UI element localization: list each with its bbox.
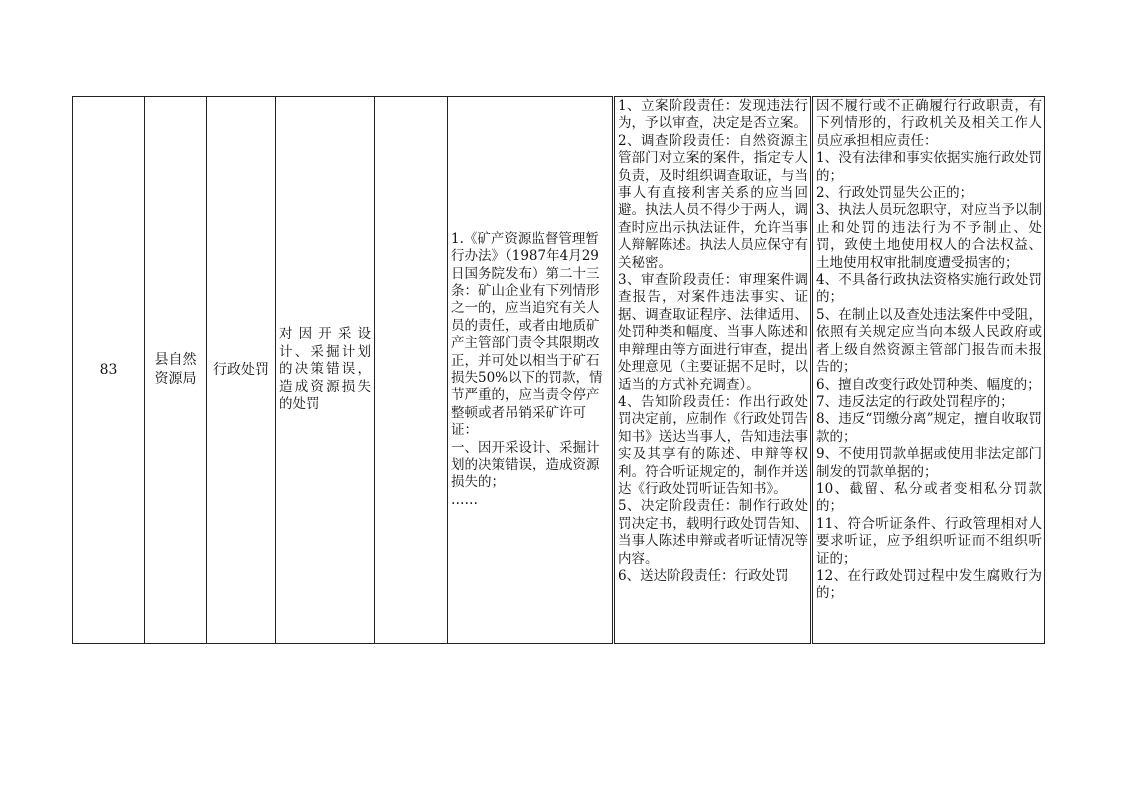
sub-item-cell [375, 97, 448, 644]
table-row [73, 97, 1045, 644]
responsibility-cell [614, 97, 812, 644]
category-cell: 行政处罚 [207, 97, 276, 644]
legal-basis-cell [448, 97, 614, 644]
responsibility-text: 1、立案阶段责任：发现违法行为，予以审查，决定是否立案。 2、调查阶段责任：自然资源主管部门对立案的案件，指定专人负责，及时组织调查取证，与当事人有直接利害关系的应当回避。执法人员不得少于两人，调查时应出示执法证件，允许当事人辩解陈述。执法人员应保守有关秘密。 3、审查阶段责任：审理案件调查报告，对案件违法事实、证据、调查取证程序、法律适用、处罚种类和幅度、当事人陈述和申辩理由等方面进行审查，提出处理意见（主要证据不足时，以适当的方式补充调查）。 4、告知阶段责任：作出行政处罚决定前，应制作《行政处罚告知书》送达当事人，告知违法事实及其享有的陈述、申辩等权利。符合听证规定的，制作并送达《行政处罚听证告知书》。 5、决定阶段责任：制作行政处罚决定书，载明行政处罚告知、当事人陈述申辩或者听证情况等内容。 6、送达阶段责任：行政处罚 [618, 98, 808, 584]
liability-cell [812, 97, 1045, 644]
item-name-cell: 对因开采设计、采掘计划的决策错误，造成资源损失的处罚 [276, 97, 375, 644]
matter-table [72, 96, 1045, 644]
row-number: 83 [73, 97, 145, 644]
department-cell: 县自然 资源局 [145, 97, 207, 644]
liability-text: 因不履行或不正确履行行政职责，有下列情形的，行政机关及相关工作人员应承担相应责任： 1、没有法律和事实依据实施行政处罚的； 2、行政处罚显失公正的； 3、执法人员玩忽职守，对应当予以制止和处罚的违法行为不予制止、处罚，致使土地使用权人的合法权益、土地使用权审批制度遭受损害的； 4、不具备行政执法资格实施行政处罚的； 5、在制止以及查处违法案件中受阻，依照有关规定应当向本级人民政府或者上级自然资源主管部门报告而未报告的； 6、擅自改变行政处罚种类、幅度的； 7、违反法定的行政处罚程序的； 8、违反“罚缴分离”规定，擅自收取罚款的； 9、不使用罚款单据或使用非法定部门制发的罚款单据的； 10、截留、私分或者变相私分罚款的； 11、符合听证条件、行政管理相对人要求听证，应予组织听证而不组织听证的； 12、在行政处罚过程中发生腐败行为的； [816, 98, 1042, 602]
legal-basis-text: 1.《矿产资源监督管理暂行办法》（1987年4月29日国务院发布）第二十三条：矿山企业有下列情形之一的，应当追究有关人员的责任，或者由地质矿产主管部门责令其限期改正，并可处以相当于矿石损失50%以下的罚款，情节严重的，应当责令停产整顿或者吊销采矿许可证： 一、因开采设计、采掘计划的决策错误，造成资源损失的； …… [451, 230, 603, 508]
